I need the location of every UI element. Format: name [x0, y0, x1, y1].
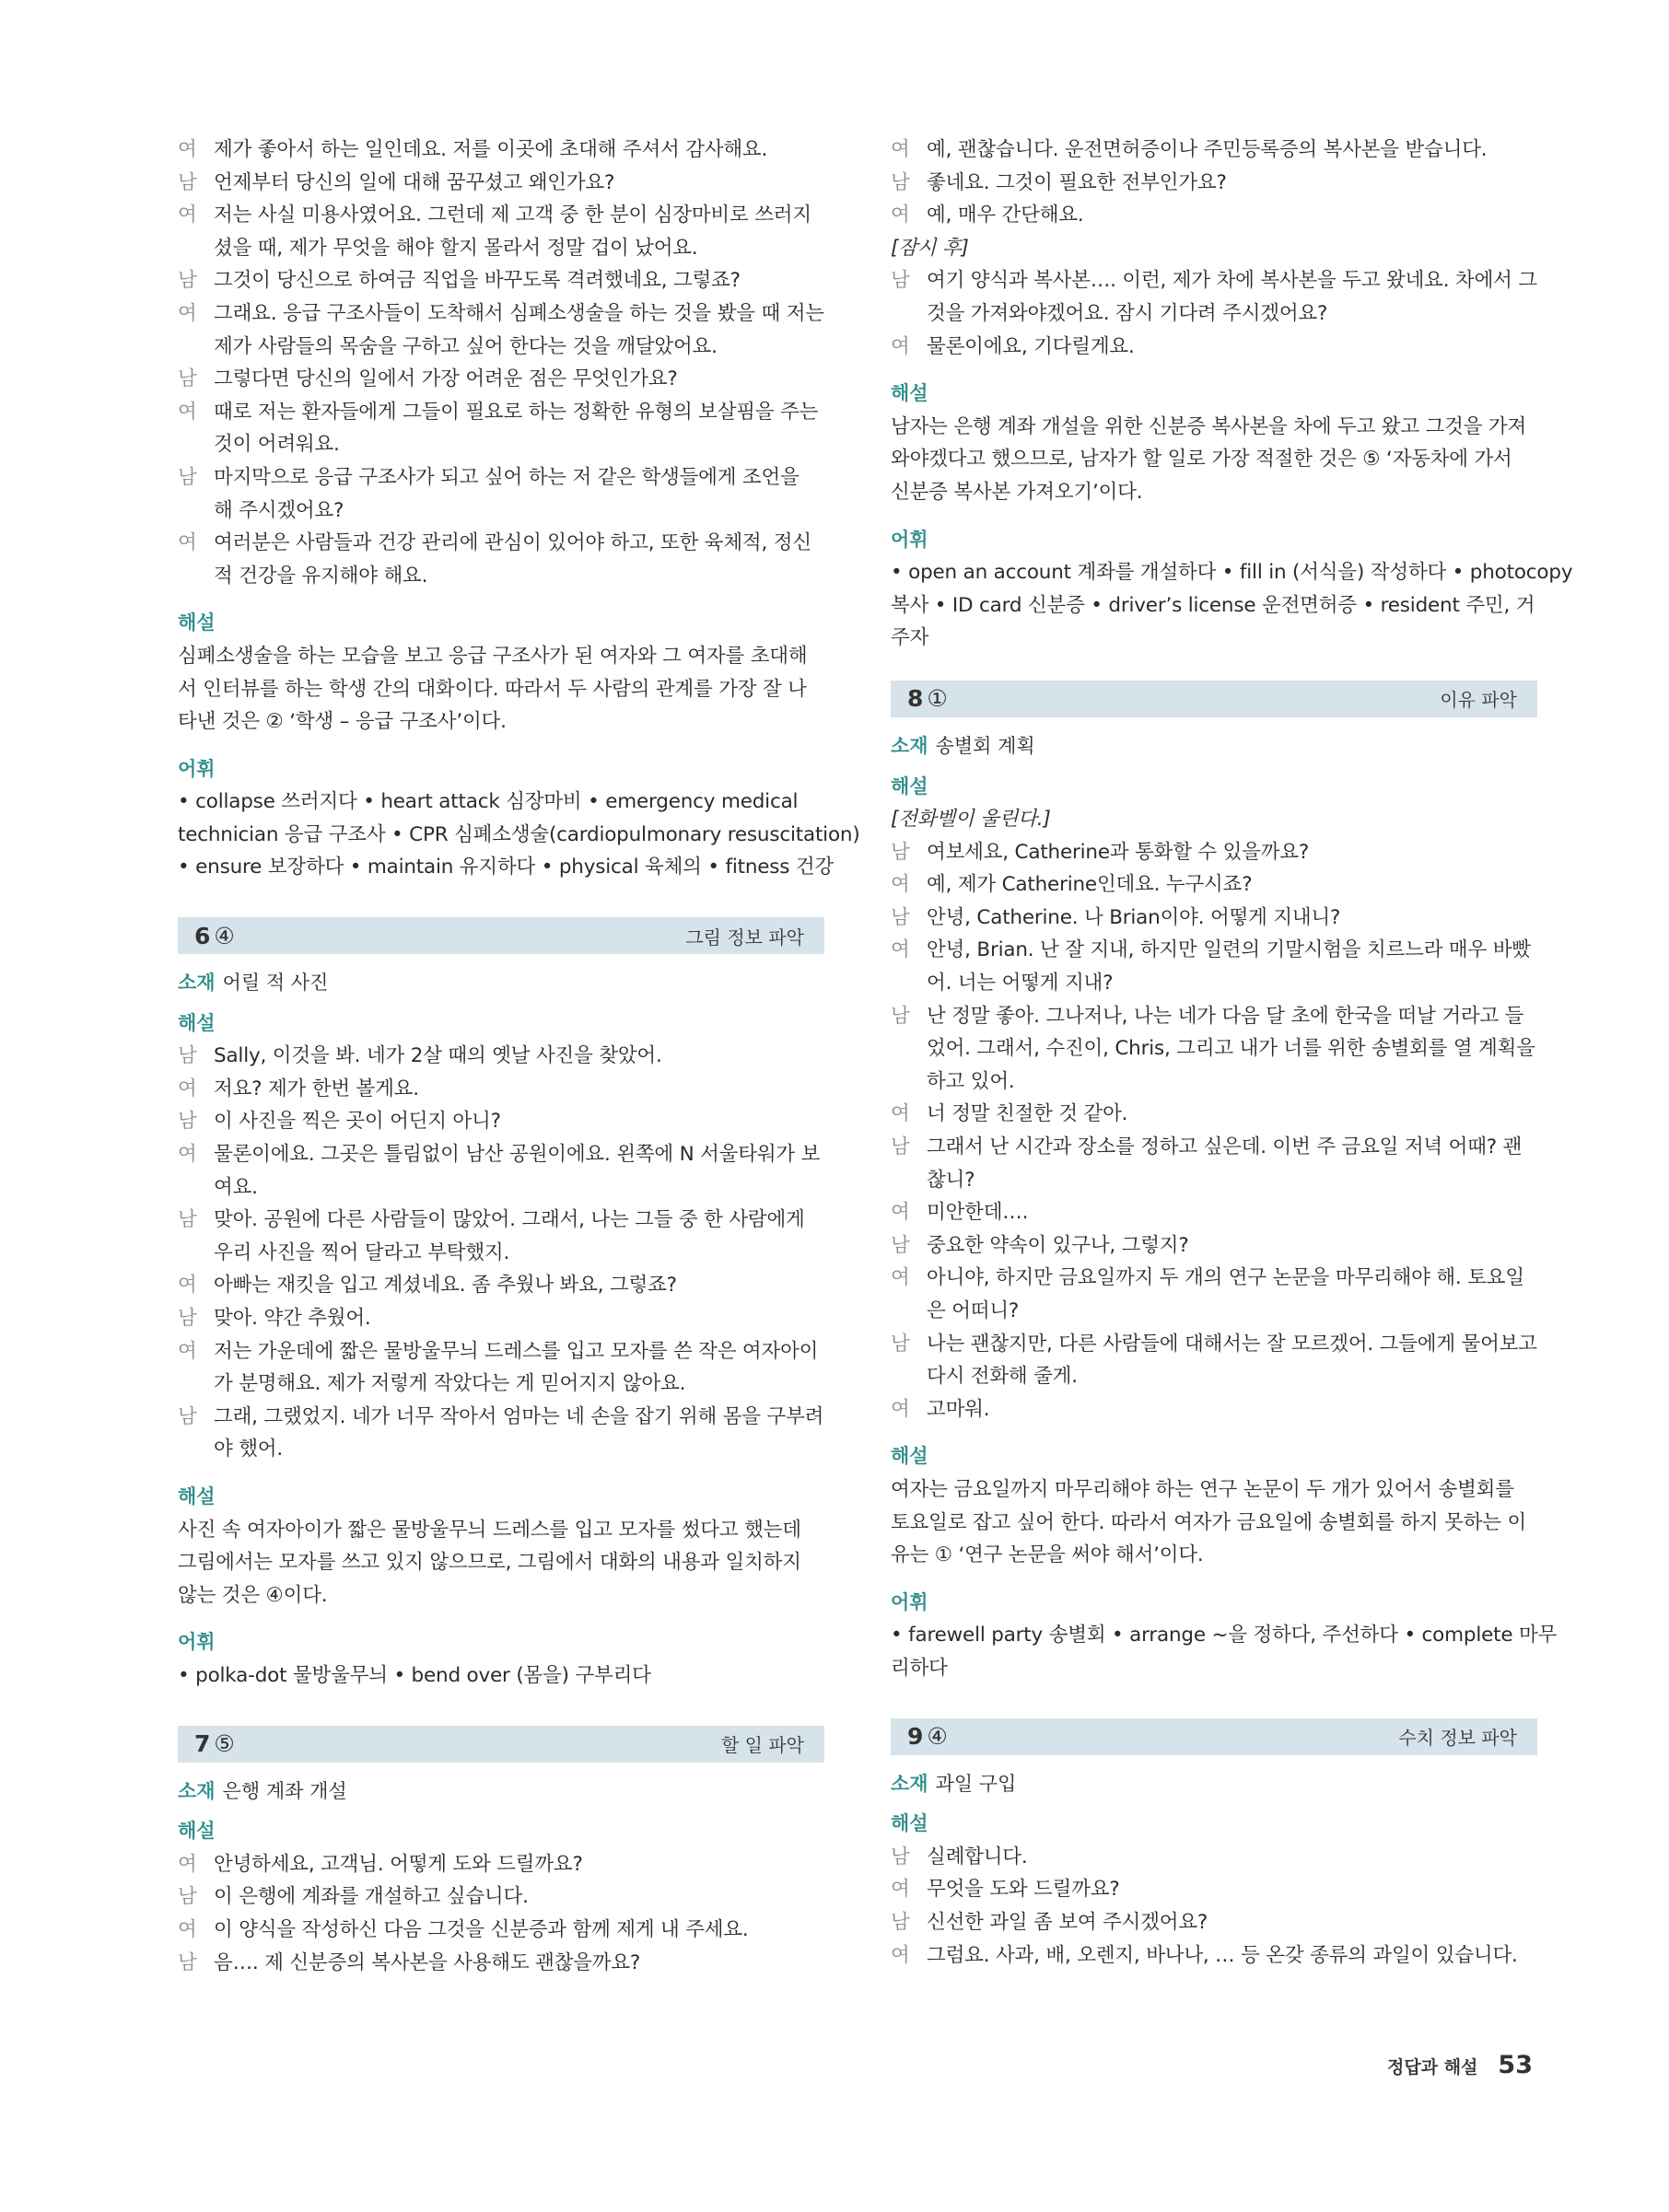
dialog-continuation: 었어. 그래서, 수진이, Chris, 그리고 내가 너를 위한 송별회를 열 계획을 [927, 1037, 1535, 1061]
text-line: • ensure 보장하다 • maintain 유지하다 • physical 육체의 • fitness 건강 [178, 856, 834, 879]
dialog-text: 아빠는 재킷을 입고 계셨네요. 좀 추웠나 봐요, 그렇죠? [214, 1274, 677, 1298]
dialog-text: 너 정말 친절한 것 같아. [927, 1102, 1128, 1126]
dialog-line [891, 1393, 1537, 1426]
dialog-line [178, 1073, 824, 1106]
question-number: 9 [907, 1723, 924, 1751]
dialog-line [891, 1328, 1537, 1361]
dialog-line [178, 1848, 824, 1881]
dialog-continuation: 것을 가져와야겠어요. 잠시 기다려 주시겠어요? [927, 301, 1328, 325]
topic-text: 은행 계좌 개설 [222, 1779, 347, 1802]
explanation-heading: 해설 [891, 382, 928, 405]
dialog-line [178, 363, 824, 396]
explanation-heading: 해설 [178, 1011, 216, 1034]
speaker-label: 여 [891, 1878, 910, 1902]
vocab-heading: 어휘 [891, 1590, 928, 1613]
speaker-label: 남 [891, 1135, 910, 1159]
question-band-8 [891, 681, 1537, 717]
vocab-text [891, 1619, 1558, 1684]
question-answer: ① [927, 685, 948, 713]
speaker-label: 남 [891, 1845, 910, 1869]
dialog-text: 안녕, Brian. 난 잘 지내, 하지만 일련의 기말시험을 치르느라 매우 바빴 [927, 938, 1531, 962]
dialog-text: 저는 사실 미용사였어요. 그런데 제 고객 중 한 분이 심장마비로 쓰러지 [214, 204, 811, 227]
dialog-line [178, 1105, 824, 1138]
dialog-line [178, 199, 824, 232]
question-band-9 [891, 1718, 1537, 1755]
dialog-text: 그럼요. 사과, 배, 오렌지, 바나나, … 등 온갖 종류의 과일이 있습니다. [927, 1943, 1518, 1967]
speaker-label: 여 [891, 1943, 910, 1967]
vocab-text [178, 1659, 824, 1693]
dialog-line [178, 461, 824, 495]
speaker-label: 여 [178, 531, 197, 555]
dialog-block [178, 1040, 824, 1466]
dialog-block [891, 134, 1537, 232]
dialog-text: 그것이 당신으로 하여금 직업을 바꾸도록 격려했네요, 그렇죠? [214, 269, 741, 293]
dialog-text: 무엇을 도와 드릴까요? [927, 1878, 1120, 1902]
dialog-block [891, 1841, 1537, 1972]
dialog-text: 아니야, 하지만 금요일까지 두 개의 연구 논문을 마무리해야 해. 토요일 [927, 1266, 1524, 1290]
dialog-text: 이 양식을 작성하신 다음 그것을 신분증과 함께 제게 내 주세요. [214, 1917, 749, 1941]
dialog-text: 예, 괜찮습니다. 운전면허증이나 주민등록증의 복사본을 받습니다. [927, 138, 1488, 161]
dialog-line [891, 1000, 1537, 1033]
explanation-heading: 해설 [178, 1484, 216, 1508]
dialog-line [891, 1262, 1537, 1295]
dialog-continuation: 다시 전화해 줄게. [927, 1365, 1078, 1389]
speaker-label: 남 [891, 1004, 910, 1028]
speaker-label: 여 [178, 1339, 197, 1363]
dialog-text: 그렇다면 당신의 일에서 가장 어려운 점은 무엇인가요? [214, 367, 678, 391]
question-answer: ⑤ [214, 1730, 235, 1758]
text-line: • polka-dot 물방울무늬 • bend over (몸을) 구부리다 [178, 1663, 651, 1687]
speaker-label: 남 [178, 367, 197, 391]
explanation-text [891, 1473, 1537, 1572]
question-band-7 [178, 1726, 824, 1763]
dialog-continuation: 가 분명해요. 제가 저렇게 작았다는 게 믿어지지 않아요. [214, 1372, 686, 1396]
speaker-label: 여 [178, 204, 197, 227]
dialog-line [178, 1302, 824, 1335]
footer-label: 정답과 해설 [1387, 2057, 1478, 2078]
text-line: 심폐소생술을 하는 모습을 보고 응급 구조사가 된 여자와 그 여자를 초대해 [178, 644, 808, 668]
dialog-line [178, 527, 824, 560]
speaker-label: 남 [178, 1885, 197, 1909]
text-line: technician 응급 구조사 • CPR 심폐소생술(cardiopulmonary resuscitation) [178, 822, 860, 846]
speaker-label: 남 [178, 269, 197, 293]
vocab-text [178, 786, 860, 884]
dialog-line [891, 134, 1537, 167]
stage-direction: [잠시 후] [891, 236, 969, 260]
page-footer [1387, 2051, 1533, 2079]
dialog-continuation: 야 했어. [214, 1438, 283, 1461]
dialog-line [891, 1229, 1537, 1263]
dialog-line [891, 1906, 1537, 1939]
speaker-label: 남 [891, 1910, 910, 1934]
dialog-text: 이 사진을 찍은 곳이 어딘지 아니? [214, 1110, 501, 1134]
dialog-line [891, 331, 1537, 364]
dialog-line [178, 1401, 824, 1434]
topic-label: 소재 [178, 972, 216, 995]
dialog-continuation: 해 주시겠어요? [214, 498, 344, 522]
right-column [891, 134, 1573, 1972]
question-type: 이유 파악 [1440, 689, 1517, 712]
topic-label: 소재 [891, 734, 928, 757]
text-line: 타낸 것은 ② ‘학생 – 응급 구조사’이다. [178, 710, 507, 734]
speaker-label: 남 [178, 1110, 197, 1134]
vocab-text [891, 556, 1573, 655]
page-number: 53 [1498, 2051, 1533, 2079]
dialog-line [891, 836, 1537, 869]
speaker-label: 여 [891, 138, 910, 161]
dialog-text: 좋네요. 그것이 필요한 전부인가요? [927, 170, 1227, 194]
dialog-line [178, 297, 824, 331]
vocab-heading: 어휘 [178, 757, 216, 780]
text-line: • farewell party 송별회 • arrange ~을 정하다, 주선하다 • complete 마무 [891, 1624, 1558, 1647]
explanation-text [891, 411, 1537, 509]
speaker-label: 남 [178, 1950, 197, 1974]
dialog-text: 제가 좋아서 하는 일인데요. 저를 이곳에 초대해 주셔서 감사해요. [214, 138, 768, 161]
dialog-line [891, 1196, 1537, 1229]
dialog-line [178, 1269, 824, 1302]
dialog-line [178, 167, 824, 200]
topic-line [178, 967, 824, 1000]
dialog-text: 물론이에요. 그곳은 틀림없이 남산 공원이에요. 왼쪽에 N 서울타워가 보 [214, 1143, 821, 1167]
dialog-line [891, 902, 1537, 935]
speaker-label: 남 [891, 1233, 910, 1257]
dialog-block [891, 264, 1537, 363]
text-line: 복사 • ID card 신분증 • driver’s license 운전면허증 • resident 주민, 거 [891, 593, 1535, 617]
speaker-label: 남 [178, 170, 197, 194]
dialog-line [891, 1939, 1537, 1973]
text-line: 리하다 [891, 1656, 948, 1680]
topic-label: 소재 [891, 1772, 928, 1795]
topic-line [891, 730, 1537, 763]
text-line: 그림에서는 모자를 쓰고 있지 않으므로, 그림에서 대화의 내용과 일치하지 [178, 1551, 801, 1575]
explanation-heading: 해설 [178, 611, 216, 634]
dialog-text: 때로 저는 환자들에게 그들이 필요로 하는 정확한 유형의 보살핌을 주는 [214, 400, 819, 424]
explanation-heading: 해설 [891, 1812, 928, 1835]
stage-direction: [전화벨이 울린다.] [891, 808, 1051, 832]
dialog-line [178, 1914, 824, 1947]
text-line: 남자는 은행 계좌 개설을 위한 신분증 복사본을 차에 두고 왔고 그것을 가져 [891, 414, 1527, 438]
dialog-continuation: 찮니? [927, 1168, 975, 1192]
text-line: 유는 ① ‘연구 논문을 써야 해서’이다. [891, 1543, 1204, 1567]
speaker-label: 남 [178, 1044, 197, 1068]
question-answer: ④ [927, 1723, 948, 1751]
speaker-label: 남 [891, 905, 910, 929]
dialog-line [178, 1040, 824, 1073]
text-line: • open an account 계좌를 개설하다 • fill in (서식을) 작성하다 • photocopy [891, 561, 1573, 585]
dialog-line [891, 167, 1537, 200]
dialog-text: 마지막으로 응급 구조사가 되고 싶어 하는 저 같은 학생들에게 조언을 [214, 465, 799, 489]
question-number: 7 [194, 1730, 211, 1758]
speaker-label: 여 [891, 334, 910, 358]
dialog-line [178, 264, 824, 297]
dialog-text: 언제부터 당신의 일에 대해 꿈꾸셨고 왜인가요? [214, 170, 615, 194]
dialog-text: 맞아. 공원에 다른 사람들이 많았어. 그래서, 나는 그들 중 한 사람에게 [214, 1208, 805, 1232]
dialog-text: 중요한 약속이 있구나, 그렇지? [927, 1233, 1189, 1257]
dialog-continuation: 적 건강을 유지해야 해요. [214, 564, 428, 588]
speaker-label: 여 [178, 1143, 197, 1167]
dialog-line [178, 1880, 824, 1914]
speaker-label: 남 [891, 170, 910, 194]
speaker-label: 남 [178, 1307, 197, 1330]
speaker-label: 여 [178, 1077, 197, 1100]
text-line: 않는 것은 ④이다. [178, 1583, 328, 1607]
speaker-label: 여 [178, 1274, 197, 1298]
dialog-text: 실례합니다. [927, 1845, 1028, 1869]
dialog-line [891, 199, 1537, 232]
dialog-line [178, 134, 824, 167]
topic-label: 소재 [178, 1779, 216, 1802]
speaker-label: 여 [891, 1397, 910, 1421]
topic-line [178, 1775, 824, 1809]
text-line: • collapse 쓰러지다 • heart attack 심장마비 • emergency medical [178, 790, 799, 814]
speaker-label: 여 [891, 1102, 910, 1126]
dialog-text: 예, 제가 Catherine인데요. 누구시죠? [927, 873, 1253, 897]
topic-text: 과일 구입 [935, 1772, 1017, 1795]
question-number: 8 [907, 685, 924, 713]
dialog-continuation: 것이 어려워요. [214, 433, 340, 457]
dialog-block [891, 836, 1537, 1426]
dialog-text: 여보세요, Catherine과 통화할 수 있을까요? [927, 840, 1310, 864]
question-answer: ④ [214, 922, 235, 949]
dialog-text: 여기 양식과 복사본…. 이런, 제가 차에 복사본을 두고 왔네요. 차에서 그 [927, 269, 1537, 293]
explanation-heading: 해설 [891, 1445, 928, 1468]
topic-text: 송별회 계획 [935, 734, 1035, 757]
dialog-text: 그래요. 응급 구조사들이 도착해서 심폐소생술을 하는 것을 봤을 때 저는 [214, 301, 824, 325]
question-type: 그림 정보 파악 [685, 926, 804, 949]
explanation-heading: 해설 [178, 1820, 216, 1843]
text-line: 토요일로 잡고 싶어 한다. 따라서 여자가 금요일에 송별회를 하지 못하는 이 [891, 1510, 1527, 1534]
dialog-line [891, 1873, 1537, 1906]
topic-line [891, 1768, 1537, 1801]
dialog-text: 저요? 제가 한번 볼게요. [214, 1077, 419, 1100]
dialog-line [891, 1841, 1537, 1874]
speaker-label: 남 [178, 465, 197, 489]
text-line: 주자 [891, 626, 929, 650]
dialog-text: 고마워. [927, 1397, 990, 1421]
dialog-text: 그래, 그랬었지. 네가 너무 작아서 엄마는 네 손을 잡기 위해 몸을 구부려 [214, 1404, 824, 1428]
speaker-label: 남 [891, 269, 910, 293]
explanation-text [178, 1514, 824, 1612]
speaker-label: 여 [178, 400, 197, 424]
text-line: 사진 속 여자아이가 짧은 물방울무늬 드레스를 입고 모자를 썼다고 했는데 [178, 1518, 801, 1542]
question-type: 수치 정보 파악 [1398, 1727, 1517, 1750]
dialog-line [891, 868, 1537, 902]
dialog-text: 물론이에요, 기다릴게요. [927, 334, 1135, 358]
dialog-line [178, 1947, 824, 1980]
vocab-heading: 어휘 [178, 1631, 216, 1654]
dialog-line [178, 1204, 824, 1237]
dialog-text: 안녕하세요, 고객님. 어떻게 도와 드릴까요? [214, 1852, 583, 1876]
dialog-text: 저는 가운데에 짧은 물방울무늬 드레스를 입고 모자를 쓴 작은 여자아이 [214, 1339, 819, 1363]
topic-text: 어릴 적 사진 [222, 972, 329, 995]
speaker-label: 남 [891, 1332, 910, 1356]
text-line: 와야겠다고 했으므로, 남자가 할 일로 가장 적절한 것은 ⑤ ‘자동차에 가서 [891, 448, 1512, 472]
speaker-label: 남 [178, 1404, 197, 1428]
dialog-continuation: 은 어떠니? [927, 1299, 1020, 1322]
dialog-line [891, 264, 1537, 297]
dialog-block [178, 1848, 824, 1979]
question-band-6 [178, 917, 824, 954]
dialog-text: 여러분은 사람들과 건강 관리에 관심이 있어야 하고, 또한 육체적, 정신 [214, 531, 811, 555]
dialog-text: 그래서 난 시간과 장소를 정하고 싶은데. 이번 주 금요일 저녁 어때? 괜 [927, 1135, 1523, 1159]
dialog-continuation: 우리 사진을 찍어 달라고 부탁했지. [214, 1240, 510, 1264]
speaker-label: 여 [178, 301, 197, 325]
question-number: 6 [194, 922, 211, 949]
dialog-text: 맞아. 약간 추웠어. [214, 1307, 371, 1330]
dialog-text: 미안한데…. [927, 1201, 1029, 1225]
explanation-text [178, 640, 824, 739]
text-line: 서 인터뷰를 하는 학생 간의 대화이다. 따라서 두 사람의 관계를 가장 잘 나 [178, 677, 807, 701]
dialog-text: Sally, 이것을 봐. 네가 2살 때의 옛날 사진을 찾았어. [214, 1044, 662, 1068]
dialog-line [891, 1098, 1537, 1131]
speaker-label: 여 [891, 204, 910, 227]
speaker-label: 남 [891, 840, 910, 864]
dialog-text: 예, 매우 간단해요. [927, 204, 1084, 227]
dialog-text: 나는 괜찮지만, 다른 사람들에 대해서는 잘 모르겠어. 그들에게 물어보고 [927, 1332, 1537, 1356]
speaker-label: 여 [891, 873, 910, 897]
dialog-continuation: 셨을 때, 제가 무엇을 해야 할지 몰라서 정말 겁이 났어요. [214, 236, 698, 260]
dialog-line [891, 1131, 1537, 1164]
question-type: 할 일 파악 [721, 1734, 804, 1757]
dialog-text: 음…. 제 신분증의 복사본을 사용해도 괜찮을까요? [214, 1950, 641, 1974]
text-line: 여자는 금요일까지 마무리해야 하는 연구 논문이 두 개가 있어서 송별회를 [891, 1477, 1514, 1501]
explanation-heading: 해설 [891, 774, 928, 797]
speaker-label: 여 [178, 1852, 197, 1876]
left-column [178, 134, 860, 1979]
dialog-text: 안녕, Catherine. 나 Brian이야. 어떻게 지내니? [927, 905, 1341, 929]
dialog-text: 이 은행에 계좌를 개설하고 싶습니다. [214, 1885, 529, 1909]
dialog-continuation: 제가 사람들의 목숨을 구하고 싶어 한다는 것을 깨달았어요. [214, 334, 718, 358]
dialog-line [178, 1335, 824, 1368]
dialog-continuation: 하고 있어. [927, 1069, 1015, 1093]
dialog-line [178, 1138, 824, 1171]
speaker-label: 여 [178, 1917, 197, 1941]
speaker-label: 여 [178, 138, 197, 161]
dialog-block [178, 134, 824, 592]
dialog-continuation: 어. 너는 어떻게 지내? [927, 972, 1114, 995]
dialog-text: 신선한 과일 좀 보여 주시겠어요? [927, 1910, 1208, 1934]
dialog-line [891, 934, 1537, 967]
dialog-line [178, 396, 824, 429]
speaker-label: 여 [891, 1201, 910, 1225]
speaker-label: 여 [891, 1266, 910, 1290]
speaker-label: 남 [178, 1208, 197, 1232]
text-line: 신분증 복사본 가져오기’이다. [891, 480, 1143, 504]
dialog-text: 난 정말 좋아. 그나저나, 나는 네가 다음 달 초에 한국을 떠날 거라고 들 [927, 1004, 1524, 1028]
speaker-label: 여 [891, 938, 910, 962]
vocab-heading: 어휘 [891, 528, 928, 551]
dialog-continuation: 여요. [214, 1175, 258, 1199]
